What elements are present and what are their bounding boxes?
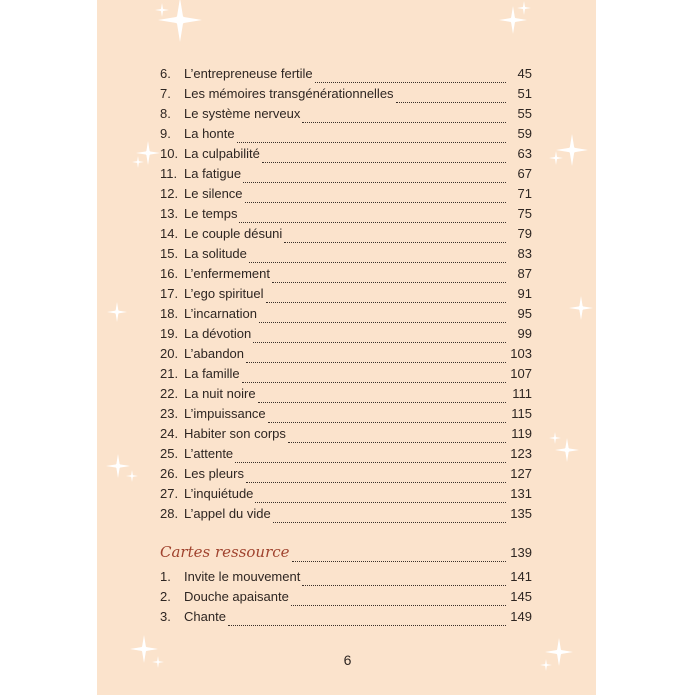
entry-title: La honte xyxy=(184,126,235,141)
dot-leader xyxy=(268,422,506,423)
dot-leader xyxy=(272,282,506,283)
entry-title: L’entrepreneuse fertile xyxy=(184,66,313,81)
entry-page-number: 127 xyxy=(510,466,532,481)
toc-entry xyxy=(160,266,532,286)
entry-page-number: 55 xyxy=(517,106,532,121)
dot-leader xyxy=(262,162,506,163)
entry-number: 1. xyxy=(160,569,171,584)
toc-entry xyxy=(160,506,532,526)
toc-entry xyxy=(160,126,532,146)
entry-page-number: 87 xyxy=(517,266,532,281)
entry-title: Invite le mouvement xyxy=(184,569,301,584)
entry-title: Douche apaisante xyxy=(184,589,289,604)
entry-page-number: 99 xyxy=(517,326,532,341)
dot-leader xyxy=(237,142,506,143)
entry-title: La fatigue xyxy=(184,166,242,181)
entry-number: 8. xyxy=(160,106,171,121)
section-page-number: 139 xyxy=(510,545,532,560)
dot-leader xyxy=(266,302,507,303)
toc-entry xyxy=(160,386,532,406)
toc-entry xyxy=(160,326,532,346)
entry-page-number: 123 xyxy=(510,446,532,461)
sparkle-icon xyxy=(540,659,552,671)
entry-number: 17. xyxy=(160,286,179,301)
entry-number: 9. xyxy=(160,126,171,141)
entry-title: L’impuissance xyxy=(184,406,266,421)
dot-leader xyxy=(315,82,506,83)
toc-entry xyxy=(160,146,532,166)
entry-number: 26. xyxy=(160,466,179,481)
entry-title: Les mémoires transgénérationnelles xyxy=(184,86,394,101)
entry-page-number: 149 xyxy=(510,609,532,624)
toc-entry xyxy=(160,186,532,206)
entry-page-number: 91 xyxy=(517,286,532,301)
sparkle-icon xyxy=(569,296,593,320)
entry-number: 20. xyxy=(160,346,179,361)
entry-number: 2. xyxy=(160,589,171,604)
dot-leader xyxy=(239,222,506,223)
dot-leader xyxy=(253,342,506,343)
dot-leader xyxy=(284,242,506,243)
entry-number: 21. xyxy=(160,366,179,381)
entry-page-number: 135 xyxy=(510,506,532,521)
sparkle-icon xyxy=(132,156,144,168)
dot-leader xyxy=(292,561,506,562)
toc-entry xyxy=(160,589,532,609)
toc-entry xyxy=(160,346,532,366)
entry-title: Le temps xyxy=(184,206,238,221)
entry-number: 25. xyxy=(160,446,179,461)
entry-number: 7. xyxy=(160,86,171,101)
page-number: 6 xyxy=(343,652,352,668)
toc-entry xyxy=(160,106,532,126)
entry-page-number: 131 xyxy=(510,486,532,501)
toc-entry xyxy=(160,286,532,306)
dot-leader xyxy=(245,202,506,203)
dot-leader xyxy=(235,462,506,463)
entry-number: 24. xyxy=(160,426,179,441)
dot-leader xyxy=(291,605,506,606)
toc-entry xyxy=(160,569,532,589)
toc-entry xyxy=(160,66,532,86)
entry-title: Le silence xyxy=(184,186,243,201)
entry-title: L’abandon xyxy=(184,346,245,361)
dot-leader xyxy=(259,322,506,323)
entry-title: L’enfermement xyxy=(184,266,270,281)
toc-entry xyxy=(160,86,532,106)
entry-number: 19. xyxy=(160,326,179,341)
toc-entry xyxy=(160,206,532,226)
entry-page-number: 63 xyxy=(517,146,532,161)
dot-leader xyxy=(302,122,506,123)
toc-entry xyxy=(160,226,532,246)
entry-title: La dévotion xyxy=(184,326,252,341)
entry-page-number: 115 xyxy=(511,406,532,421)
resource-list xyxy=(160,569,532,629)
sparkle-icon xyxy=(549,151,563,165)
sparkle-icon xyxy=(126,470,138,482)
entry-title: L’attente xyxy=(184,446,234,461)
entry-number: 10. xyxy=(160,146,179,161)
entry-number: 14. xyxy=(160,226,179,241)
toc-entry xyxy=(160,486,532,506)
toc-entry xyxy=(160,306,532,326)
section-title: Cartes ressource xyxy=(160,543,290,561)
toc-entry xyxy=(160,446,532,466)
entry-page-number: 145 xyxy=(510,589,532,604)
dot-leader xyxy=(288,442,506,443)
entry-title: Les pleurs xyxy=(184,466,244,481)
entry-title: L’inquiétude xyxy=(184,486,254,501)
entry-title: L’incarnation xyxy=(184,306,257,321)
entry-number: 13. xyxy=(160,206,179,221)
toc-entry xyxy=(160,166,532,186)
entry-page-number: 107 xyxy=(510,366,532,381)
dot-leader xyxy=(273,522,506,523)
entry-page-number: 45 xyxy=(517,66,532,81)
entry-number: 27. xyxy=(160,486,179,501)
dot-leader xyxy=(258,402,506,403)
toc-entry xyxy=(160,406,532,426)
entry-title: Le système nerveux xyxy=(184,106,301,121)
entry-page-number: 119 xyxy=(511,426,532,441)
entry-number: 11. xyxy=(160,166,178,181)
entry-page-number: 79 xyxy=(517,226,532,241)
entry-page-number: 141 xyxy=(510,569,532,584)
entry-page-number: 67 xyxy=(517,166,532,181)
toc-entry xyxy=(160,246,532,266)
entry-page-number: 51 xyxy=(517,86,532,101)
entry-number: 18. xyxy=(160,306,179,321)
entry-number: 23. xyxy=(160,406,179,421)
sparkle-icon xyxy=(517,1,531,15)
sparkle-icon xyxy=(155,3,169,17)
entry-title: La culpabilité xyxy=(184,146,260,161)
entry-page-number: 75 xyxy=(517,206,532,221)
entry-title: Le couple désuni xyxy=(184,226,283,241)
dot-leader xyxy=(302,585,506,586)
entry-number: 28. xyxy=(160,506,179,521)
dot-leader xyxy=(396,102,506,103)
dot-leader xyxy=(255,502,506,503)
dot-leader xyxy=(243,182,506,183)
entry-page-number: 59 xyxy=(517,126,532,141)
table-of-contents xyxy=(160,66,532,526)
toc-entry xyxy=(160,466,532,486)
dot-leader xyxy=(242,382,506,383)
entry-number: 16. xyxy=(160,266,179,281)
dot-leader xyxy=(249,262,506,263)
entry-title: La solitude xyxy=(184,246,247,261)
entry-title: La famille xyxy=(184,366,240,381)
section-heading xyxy=(160,543,532,565)
toc-entry xyxy=(160,426,532,446)
entry-page-number: 111 xyxy=(512,386,532,401)
entry-number: 3. xyxy=(160,609,171,624)
sparkle-icon xyxy=(107,302,127,322)
toc-entry xyxy=(160,609,532,629)
entry-title: Habiter son corps xyxy=(184,426,286,441)
toc-entry xyxy=(160,366,532,386)
entry-title: Chante xyxy=(184,609,226,624)
entry-title: La nuit noire xyxy=(184,386,256,401)
entry-number: 12. xyxy=(160,186,179,201)
entry-number: 15. xyxy=(160,246,179,261)
entry-page-number: 103 xyxy=(510,346,532,361)
entry-number: 6. xyxy=(160,66,171,81)
entry-title: L’appel du vide xyxy=(184,506,271,521)
entry-page-number: 71 xyxy=(517,186,532,201)
dot-leader xyxy=(246,482,506,483)
entry-number: 22. xyxy=(160,386,179,401)
dot-leader xyxy=(246,362,506,363)
entry-page-number: 95 xyxy=(517,306,532,321)
entry-page-number: 83 xyxy=(517,246,532,261)
sparkle-icon xyxy=(152,656,164,668)
sparkle-icon xyxy=(549,432,561,444)
dot-leader xyxy=(228,625,506,626)
entry-title: L’ego spirituel xyxy=(184,286,264,301)
